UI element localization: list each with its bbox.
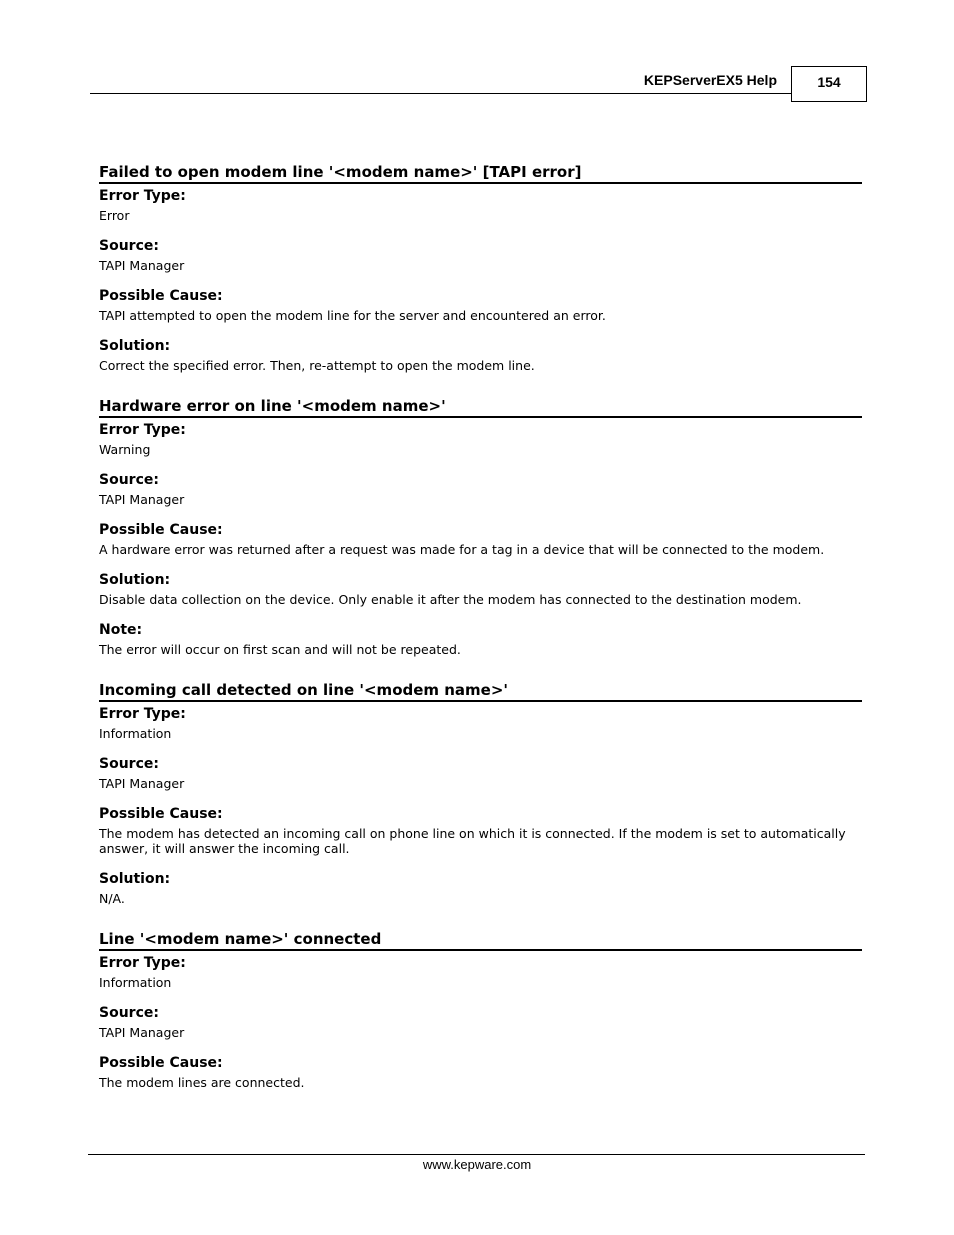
field-value: A hardware error was returned after a request was made for a tag in a device that will be connected to the modem. — [99, 542, 825, 557]
field-solution — [99, 871, 862, 906]
field-value: Information — [99, 975, 172, 990]
field-label: Possible Cause: — [99, 522, 223, 538]
field-label: Note: — [99, 622, 143, 638]
section-hardware-error — [99, 397, 862, 657]
section-title: Hardware error on line '<modem name>' — [99, 397, 862, 418]
field-value: TAPI attempted to open the modem line for the server and encountered an error. — [99, 308, 606, 323]
section-title: Line '<modem name>' connected — [99, 930, 862, 951]
field-note — [99, 622, 862, 657]
field-value: Disable data collection on the device. Only enable it after the modem has connected to the destination modem. — [99, 592, 802, 607]
field-label: Source: — [99, 756, 159, 772]
field-value: The modem lines are connected. — [99, 1075, 305, 1090]
footer-divider — [88, 1154, 865, 1155]
section-title: Incoming call detected on line '<modem name>' — [99, 681, 862, 702]
section-title: Failed to open modem line '<modem name>' [TAPI error] — [99, 163, 862, 184]
field-label: Error Type: — [99, 955, 186, 971]
field-value: The error will occur on first scan and will not be repeated. — [99, 642, 461, 657]
field-possible-cause — [99, 288, 862, 323]
field-error-type — [99, 188, 862, 223]
field-value: Information — [99, 726, 172, 741]
field-source — [99, 756, 862, 791]
field-value: The modem has detected an incoming call on phone line on which it is connected. If the modem is set to automatically answer, it will answer the incoming call. — [99, 826, 846, 856]
field-solution — [99, 572, 862, 607]
field-error-type — [99, 422, 862, 457]
field-value: N/A. — [99, 891, 125, 906]
field-label: Possible Cause: — [99, 1055, 223, 1071]
field-label: Possible Cause: — [99, 806, 223, 822]
field-error-type — [99, 706, 862, 741]
field-value: Correct the specified error. Then, re-attempt to open the modem line. — [99, 358, 535, 373]
field-label: Error Type: — [99, 422, 186, 438]
section-failed-to-open-modem-line — [99, 163, 862, 373]
field-label: Error Type: — [99, 706, 186, 722]
field-source — [99, 238, 862, 273]
field-value: TAPI Manager — [99, 776, 185, 791]
field-label: Solution: — [99, 871, 171, 887]
field-label: Source: — [99, 1005, 159, 1021]
field-solution — [99, 338, 862, 373]
field-label: Source: — [99, 472, 159, 488]
field-label: Error Type: — [99, 188, 186, 204]
field-possible-cause — [99, 1055, 862, 1090]
field-value: TAPI Manager — [99, 258, 185, 273]
field-error-type — [99, 955, 862, 990]
field-value: Error — [99, 208, 130, 223]
section-line-connected — [99, 930, 862, 1090]
document-body — [99, 163, 862, 1114]
field-possible-cause — [99, 522, 862, 557]
field-value: TAPI Manager — [99, 492, 185, 507]
field-label: Solution: — [99, 572, 171, 588]
field-label: Solution: — [99, 338, 171, 354]
field-label: Possible Cause: — [99, 288, 223, 304]
field-source — [99, 472, 862, 507]
footer-url: www.kepware.com — [422, 1157, 532, 1172]
page-number: 154 — [791, 66, 867, 102]
field-value: Warning — [99, 442, 151, 457]
field-source — [99, 1005, 862, 1040]
field-label: Source: — [99, 238, 159, 254]
field-value: TAPI Manager — [99, 1025, 185, 1040]
header-divider — [90, 93, 791, 94]
section-incoming-call-detected — [99, 681, 862, 906]
header-title: KEPServerEX5 Help — [643, 72, 777, 88]
field-possible-cause — [99, 806, 862, 856]
